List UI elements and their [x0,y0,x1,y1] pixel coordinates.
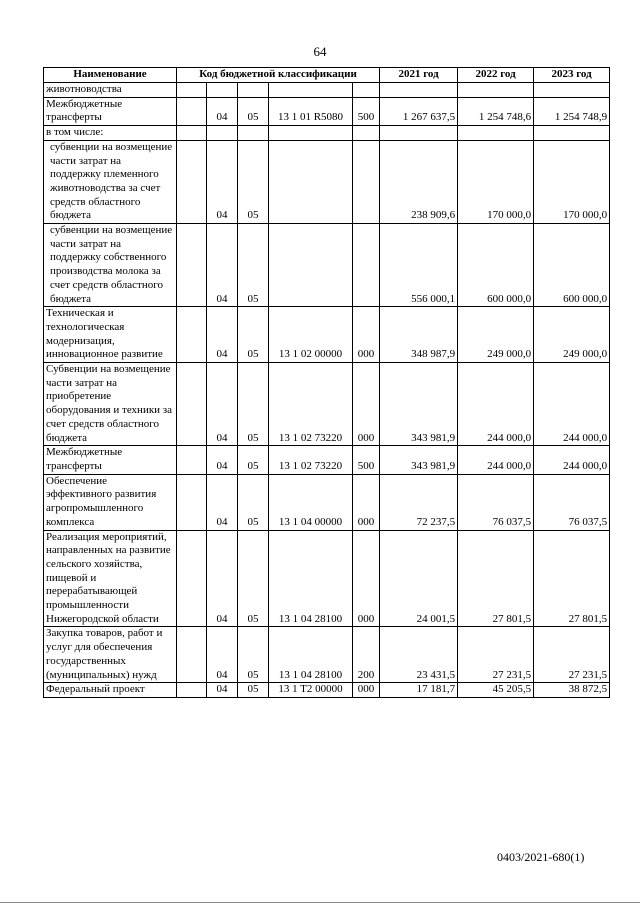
subsection-code-cell: 05 [238,683,269,698]
amount-2023-cell: 249 000,0 [534,307,610,363]
empty-cell [177,307,207,363]
table-row [44,126,610,141]
amount-2023-cell: 38 872,5 [534,683,610,698]
table-header-row [44,68,610,83]
target-article-cell [269,83,353,98]
expense-type-cell [353,126,380,141]
empty-cell [177,474,207,530]
empty-cell [177,97,207,125]
subsection-code-cell [238,126,269,141]
amount-2023-cell: 1 254 748,9 [534,97,610,125]
subsection-code-cell [238,83,269,98]
amount-2023-cell: 27 231,5 [534,627,610,683]
section-code-cell: 04 [207,363,238,446]
table-row [44,307,610,363]
subsection-code-cell: 05 [238,446,269,474]
row-name-cell: Обеспечение эффективного развития агропромышленного комплекса [44,474,177,530]
row-name-cell: субвенции на возмещение части затрат на поддержку собственного производства молока за счет средств областного бюджета [44,224,177,307]
row-name-cell: Реализация мероприятий, направленных на развитие сельского хозяйства, пищевой и перерабатывающей промышленности Нижегородской области [44,530,177,627]
section-code-cell: 04 [207,307,238,363]
empty-cell [177,126,207,141]
section-code-cell: 04 [207,446,238,474]
expense-type-cell: 500 [353,446,380,474]
amount-2022-cell: 244 000,0 [458,446,534,474]
subsection-code-cell: 05 [238,627,269,683]
expense-type-cell [353,140,380,223]
amount-2022-cell [458,126,534,141]
target-article-cell [269,126,353,141]
table-row [44,446,610,474]
row-name-cell: Субвенции на возмещение части затрат на приобретение оборудования и техники за счет средств областного бюджета [44,363,177,446]
amount-2021-cell: 556 000,1 [380,224,458,307]
section-code-cell [207,83,238,98]
row-name-cell: животноводства [44,83,177,98]
budget-table [43,67,610,698]
table-row [44,683,610,698]
expense-type-cell [353,224,380,307]
amount-2023-cell: 244 000,0 [534,363,610,446]
table-row [44,97,610,125]
amount-2022-cell: 1 254 748,6 [458,97,534,125]
amount-2021-cell: 343 981,9 [380,363,458,446]
amount-2023-cell: 600 000,0 [534,224,610,307]
subsection-code-cell: 05 [238,224,269,307]
amount-2022-cell: 244 000,0 [458,363,534,446]
expense-type-cell: 000 [353,683,380,698]
amount-2022-cell: 27 231,5 [458,627,534,683]
expense-type-cell: 500 [353,97,380,125]
header-2021: 2021 год [380,68,458,83]
table-row [44,627,610,683]
table-row [44,83,610,98]
amount-2023-cell: 244 000,0 [534,446,610,474]
target-article-cell: 13 1 02 73220 [269,363,353,446]
amount-2021-cell [380,126,458,141]
amount-2023-cell [534,83,610,98]
amount-2023-cell: 76 037,5 [534,474,610,530]
expense-type-cell: 000 [353,307,380,363]
target-article-cell: 13 1 T2 00000 [269,683,353,698]
subsection-code-cell: 05 [238,307,269,363]
target-article-cell: 13 1 04 28100 [269,530,353,627]
row-name-cell: Техническая и технологическая модернизация, инновационное развитие [44,307,177,363]
amount-2021-cell: 23 431,5 [380,627,458,683]
amount-2021-cell: 238 909,6 [380,140,458,223]
table-row [44,530,610,627]
row-name-cell: субвенции на возмещение части затрат на поддержку племенного животноводства за счет средств областного бюджета [44,140,177,223]
header-2022: 2022 год [458,68,534,83]
header-code: Код бюджетной классификации [177,68,380,83]
target-article-cell [269,224,353,307]
table-row [44,474,610,530]
expense-type-cell [353,83,380,98]
subsection-code-cell: 05 [238,97,269,125]
amount-2021-cell: 24 001,5 [380,530,458,627]
amount-2021-cell: 72 237,5 [380,474,458,530]
table-row [44,140,610,223]
empty-cell [177,83,207,98]
section-code-cell: 04 [207,224,238,307]
row-name-cell: Закупка товаров, работ и услуг для обеспечения государственных (муниципальных) нужд [44,627,177,683]
table-row [44,363,610,446]
expense-type-cell: 000 [353,363,380,446]
amount-2021-cell: 17 181,7 [380,683,458,698]
amount-2022-cell: 45 205,5 [458,683,534,698]
subsection-code-cell: 05 [238,530,269,627]
row-name-cell: в том числе: [44,126,177,141]
target-article-cell: 13 1 01 R5080 [269,97,353,125]
amount-2022-cell: 76 037,5 [458,474,534,530]
amount-2021-cell: 348 987,9 [380,307,458,363]
section-code-cell: 04 [207,474,238,530]
section-code-cell: 04 [207,683,238,698]
amount-2022-cell: 600 000,0 [458,224,534,307]
amount-2021-cell: 343 981,9 [380,446,458,474]
section-code-cell [207,126,238,141]
page-number: 64 [313,44,327,59]
page-bottom-border [0,902,640,903]
amount-2021-cell: 1 267 637,5 [380,97,458,125]
expense-type-cell: 000 [353,474,380,530]
table-row [44,224,610,307]
amount-2023-cell: 27 801,5 [534,530,610,627]
section-code-cell: 04 [207,97,238,125]
empty-cell [177,627,207,683]
empty-cell [177,446,207,474]
header-2023: 2023 год [534,68,610,83]
target-article-cell: 13 1 04 28100 [269,627,353,683]
row-name-cell: Федеральный проект [44,683,177,698]
target-article-cell: 13 1 04 00000 [269,474,353,530]
amount-2022-cell: 170 000,0 [458,140,534,223]
amount-2021-cell [380,83,458,98]
row-name-cell: Межбюджетные трансферты [44,446,177,474]
amount-2022-cell [458,83,534,98]
section-code-cell: 04 [207,140,238,223]
section-code-cell: 04 [207,627,238,683]
amount-2023-cell: 170 000,0 [534,140,610,223]
subsection-code-cell: 05 [238,474,269,530]
header-name: Наименование [44,68,177,83]
row-name-cell: Межбюджетные трансферты [44,97,177,125]
expense-type-cell: 000 [353,530,380,627]
expense-type-cell: 200 [353,627,380,683]
amount-2022-cell: 249 000,0 [458,307,534,363]
empty-cell [177,140,207,223]
subsection-code-cell: 05 [238,140,269,223]
empty-cell [177,363,207,446]
empty-cell [177,683,207,698]
section-code-cell: 04 [207,530,238,627]
amount-2022-cell: 27 801,5 [458,530,534,627]
document-code: 0403/2021-680(1) [497,850,585,864]
empty-cell [177,224,207,307]
target-article-cell: 13 1 02 73220 [269,446,353,474]
target-article-cell [269,140,353,223]
subsection-code-cell: 05 [238,363,269,446]
target-article-cell: 13 1 02 00000 [269,307,353,363]
empty-cell [177,530,207,627]
amount-2023-cell [534,126,610,141]
